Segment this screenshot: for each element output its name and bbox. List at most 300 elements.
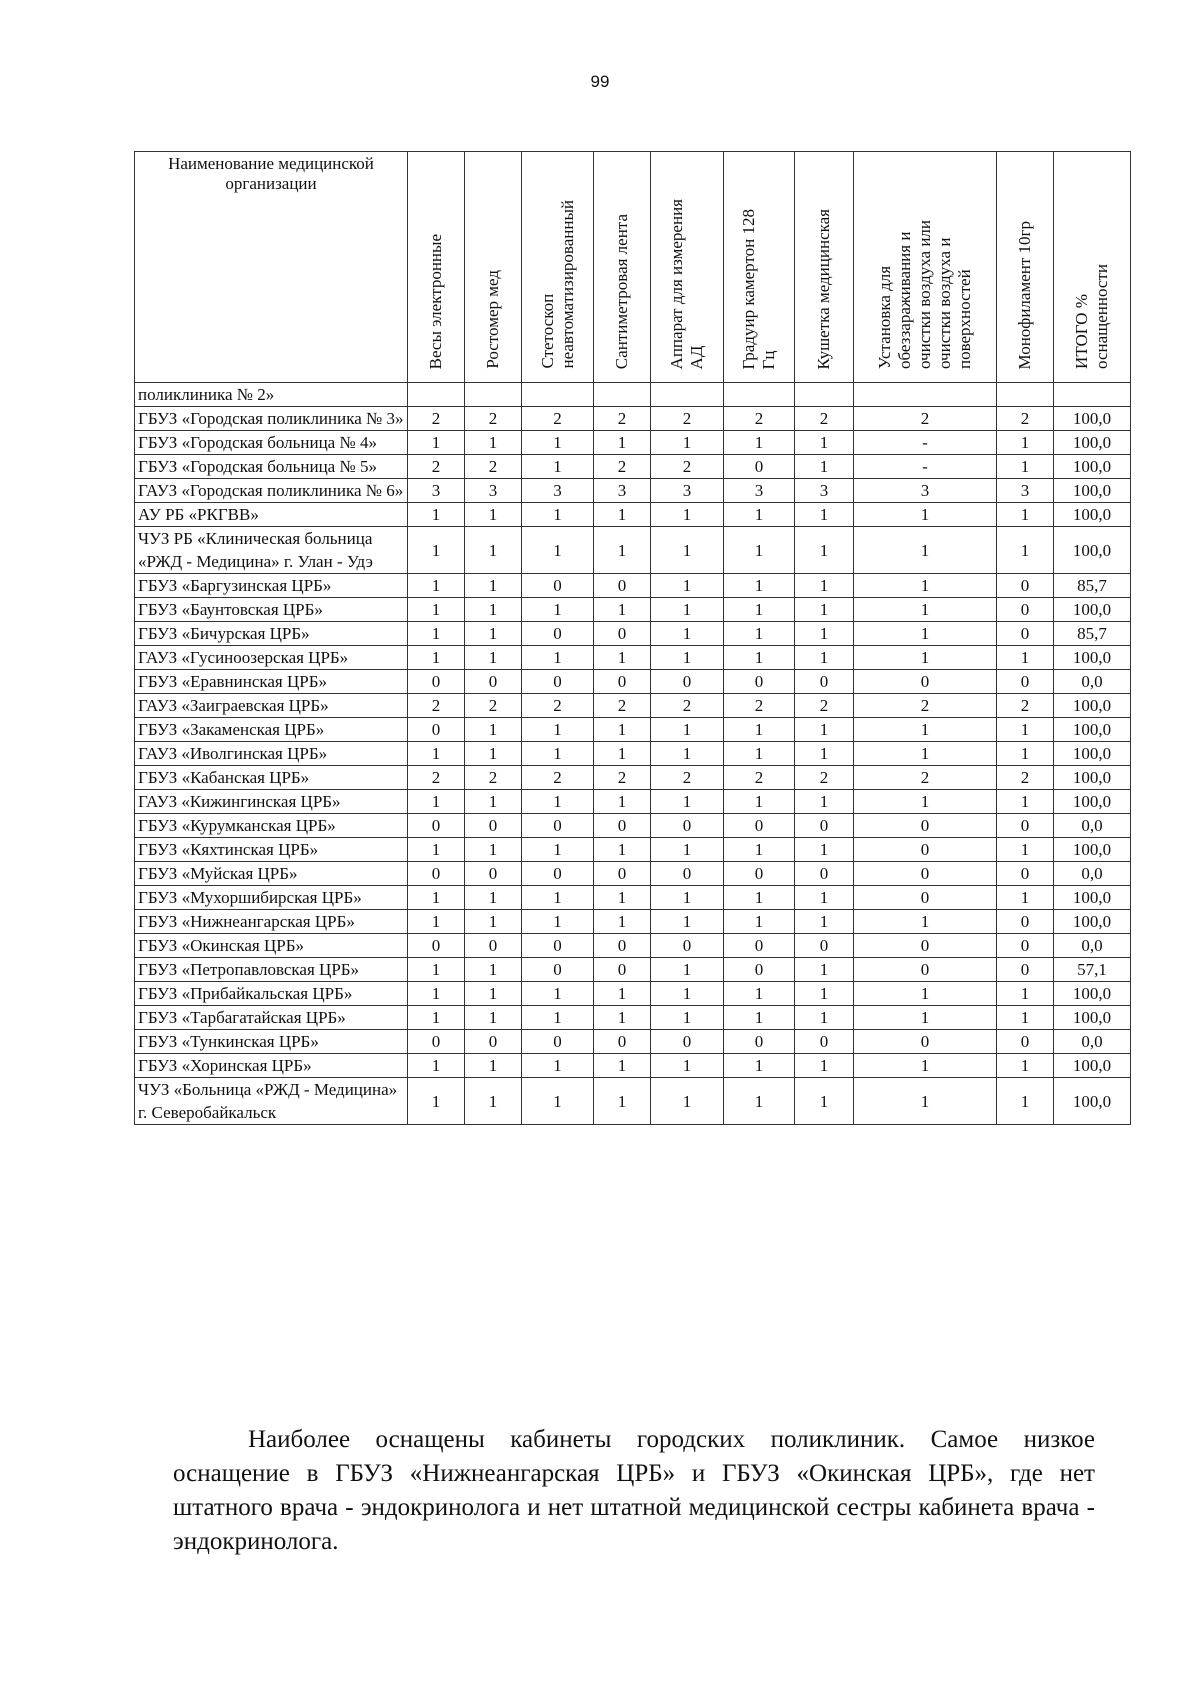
value-cell: 1 [522, 838, 594, 862]
value-cell: 0 [795, 814, 854, 838]
table-row [135, 766, 1131, 790]
value-cell: 1 [724, 527, 795, 574]
value-cell: 0 [522, 958, 594, 982]
value-cell: 0 [997, 622, 1054, 646]
value-cell: 0 [997, 1030, 1054, 1054]
value-cell: 0 [795, 862, 854, 886]
value-cell: 1 [724, 886, 795, 910]
table-row [135, 479, 1131, 503]
value-cell: 0 [594, 862, 651, 886]
value-cell: 1 [408, 622, 465, 646]
value-cell: 2 [522, 407, 594, 431]
value-cell [795, 383, 854, 407]
value-cell: - [854, 455, 997, 479]
value-cell: 1 [724, 1078, 795, 1125]
value-cell: 0 [522, 934, 594, 958]
value-cell: 1 [997, 455, 1054, 479]
value-cell: 0 [408, 862, 465, 886]
org-name-cell: ГАУЗ «Иволгинская ЦРБ» [135, 742, 408, 766]
value-cell [724, 383, 795, 407]
value-cell: 1 [465, 622, 522, 646]
value-cell: 1 [724, 718, 795, 742]
value-cell: 3 [651, 479, 724, 503]
org-name-cell: поликлиника № 2» [135, 383, 408, 407]
value-cell: 1 [651, 886, 724, 910]
value-cell: 0 [594, 934, 651, 958]
value-cell: 1 [408, 910, 465, 934]
value-cell: 1 [651, 598, 724, 622]
value-cell: 3 [854, 479, 997, 503]
value-cell: 1 [651, 742, 724, 766]
value-cell: 1 [795, 1006, 854, 1030]
value-cell: 0 [854, 886, 997, 910]
value-cell: 1 [854, 790, 997, 814]
value-cell: 1 [724, 790, 795, 814]
table-row [135, 886, 1131, 910]
table-row [135, 646, 1131, 670]
value-cell: 0 [651, 670, 724, 694]
value-cell: 1 [594, 742, 651, 766]
org-name-cell: ГБУЗ «Мухоршибирская ЦРБ» [135, 886, 408, 910]
value-cell: 1 [651, 503, 724, 527]
value-cell: 0 [408, 934, 465, 958]
org-name-cell: ГБУЗ «Курумканская ЦРБ» [135, 814, 408, 838]
org-name-cell: ГБУЗ «Закаменская ЦРБ» [135, 718, 408, 742]
table-row [135, 503, 1131, 527]
value-cell: 1 [854, 1006, 997, 1030]
org-name-cell: ГБУЗ «Петропавловская ЦРБ» [135, 958, 408, 982]
value-cell: 1 [408, 527, 465, 574]
total-cell: 100,0 [1054, 598, 1131, 622]
value-cell: 1 [651, 646, 724, 670]
page-number: 99 [590, 72, 610, 91]
value-cell: 1 [408, 431, 465, 455]
org-name-cell: ГБУЗ «Прибайкальская ЦРБ» [135, 982, 408, 1006]
column-header [594, 152, 651, 383]
value-cell: 0 [522, 814, 594, 838]
value-cell: 1 [465, 1006, 522, 1030]
value-cell: 1 [465, 1054, 522, 1078]
value-cell: 1 [594, 598, 651, 622]
value-cell [465, 383, 522, 407]
value-cell: 1 [724, 910, 795, 934]
value-cell: 1 [724, 574, 795, 598]
value-cell: 1 [795, 1078, 854, 1125]
value-cell: 1 [724, 598, 795, 622]
table-row [135, 527, 1131, 574]
value-cell: 0 [651, 814, 724, 838]
column-header [1054, 152, 1131, 383]
body-paragraph: Наиболее оснащены кабинеты городских поликлиник. Самое низкое оснащение в ГБУЗ «Нижнеангарская ЦРБ» и ГБУЗ «Окинская ЦРБ», где нет штатного врача - эндокринолога и нет штатной медицинской сестры кабинета врача - эндокринолога. [173, 1426, 1095, 1555]
value-cell: 0 [795, 1030, 854, 1054]
value-cell: 1 [465, 598, 522, 622]
value-cell: 0 [854, 958, 997, 982]
org-name-cell: ГАУЗ «Кижингинская ЦРБ» [135, 790, 408, 814]
value-cell: 1 [997, 886, 1054, 910]
value-cell: 1 [651, 910, 724, 934]
value-cell: 1 [997, 527, 1054, 574]
value-cell: 1 [408, 574, 465, 598]
table-row [135, 790, 1131, 814]
value-cell: 1 [465, 982, 522, 1006]
value-cell: 1 [651, 1078, 724, 1125]
value-cell: 1 [854, 1054, 997, 1078]
table-row [135, 1006, 1131, 1030]
value-cell: 0 [854, 934, 997, 958]
value-cell: 1 [651, 574, 724, 598]
value-cell: 2 [795, 407, 854, 431]
value-cell: 0 [724, 814, 795, 838]
value-cell: 1 [465, 527, 522, 574]
value-cell: 1 [408, 1054, 465, 1078]
value-cell: 1 [408, 598, 465, 622]
value-cell: 1 [997, 742, 1054, 766]
value-cell: 1 [795, 646, 854, 670]
value-cell: 1 [465, 742, 522, 766]
table-row [135, 958, 1131, 982]
value-cell: 1 [522, 718, 594, 742]
total-cell: 100,0 [1054, 886, 1131, 910]
value-cell: 0 [854, 862, 997, 886]
value-cell: 1 [795, 455, 854, 479]
value-cell: 0 [522, 670, 594, 694]
column-header [724, 152, 795, 383]
table-row [135, 622, 1131, 646]
table-row [135, 1030, 1131, 1054]
value-cell [854, 383, 997, 407]
value-cell: 0 [854, 838, 997, 862]
value-cell: 1 [997, 790, 1054, 814]
column-header [408, 152, 465, 383]
value-cell: 0 [594, 622, 651, 646]
value-cell: 0 [724, 670, 795, 694]
value-cell: 1 [854, 622, 997, 646]
value-cell: 0 [724, 862, 795, 886]
value-cell: 0 [522, 862, 594, 886]
value-cell: 1 [997, 718, 1054, 742]
value-cell: 1 [522, 455, 594, 479]
table-row [135, 383, 1131, 407]
value-cell: 3 [594, 479, 651, 503]
value-cell: 1 [854, 718, 997, 742]
value-cell: 0 [724, 934, 795, 958]
value-cell: 0 [651, 934, 724, 958]
value-cell: 1 [465, 790, 522, 814]
value-cell: 0 [854, 670, 997, 694]
value-cell: 2 [408, 455, 465, 479]
value-cell: - [854, 431, 997, 455]
value-cell: 2 [997, 407, 1054, 431]
value-cell: 1 [795, 886, 854, 910]
value-cell: 2 [997, 694, 1054, 718]
value-cell: 1 [997, 431, 1054, 455]
column-header-label: Ростомер мед [483, 270, 502, 369]
total-cell: 0,0 [1054, 670, 1131, 694]
value-cell: 1 [795, 838, 854, 862]
value-cell: 1 [651, 527, 724, 574]
value-cell: 1 [651, 1054, 724, 1078]
value-cell: 2 [724, 407, 795, 431]
value-cell: 2 [465, 766, 522, 790]
total-cell: 100,0 [1054, 1006, 1131, 1030]
value-cell: 1 [522, 431, 594, 455]
org-name-cell: ГБУЗ «Городская больница № 5» [135, 455, 408, 479]
column-header-label: ИТОГО % оснащенности [1072, 264, 1111, 369]
value-cell: 0 [594, 958, 651, 982]
value-cell: 0 [795, 670, 854, 694]
value-cell: 1 [724, 503, 795, 527]
value-cell: 1 [465, 958, 522, 982]
total-cell: 100,0 [1054, 479, 1131, 503]
table-body [135, 383, 1131, 1125]
value-cell: 3 [997, 479, 1054, 503]
org-name-cell: ГБУЗ «Городская поликлиника № 3» [135, 407, 408, 431]
org-name-cell: ГАУЗ «Городская поликлиника № 6» [135, 479, 408, 503]
org-name-cell: ГБУЗ «Городская больница № 4» [135, 431, 408, 455]
value-cell: 1 [594, 1006, 651, 1030]
value-cell: 1 [795, 574, 854, 598]
value-cell: 0 [997, 934, 1054, 958]
value-cell: 1 [795, 598, 854, 622]
value-cell: 0 [724, 455, 795, 479]
value-cell: 1 [854, 527, 997, 574]
value-cell: 1 [465, 718, 522, 742]
value-cell: 1 [522, 790, 594, 814]
table-row [135, 694, 1131, 718]
value-cell: 1 [795, 527, 854, 574]
value-cell: 1 [594, 1078, 651, 1125]
total-cell: 100,0 [1054, 407, 1131, 431]
value-cell: 2 [724, 694, 795, 718]
value-cell: 1 [997, 1078, 1054, 1125]
value-cell: 2 [651, 455, 724, 479]
value-cell [594, 383, 651, 407]
value-cell: 2 [724, 766, 795, 790]
value-cell: 3 [465, 479, 522, 503]
value-cell [408, 383, 465, 407]
value-cell: 1 [997, 1006, 1054, 1030]
total-cell: 100,0 [1054, 838, 1131, 862]
value-cell: 1 [408, 646, 465, 670]
total-cell: 85,7 [1054, 622, 1131, 646]
column-header-label: Монофиламент 10гр [1015, 220, 1034, 369]
value-cell: 1 [854, 598, 997, 622]
value-cell: 0 [408, 718, 465, 742]
value-cell: 1 [594, 431, 651, 455]
value-cell: 1 [522, 527, 594, 574]
value-cell: 2 [651, 766, 724, 790]
column-header [465, 152, 522, 383]
value-cell: 1 [724, 646, 795, 670]
value-cell: 1 [465, 646, 522, 670]
org-name-cell: ГБУЗ «Окинская ЦРБ» [135, 934, 408, 958]
value-cell: 1 [651, 1006, 724, 1030]
value-cell: 2 [651, 694, 724, 718]
table-header-row [135, 152, 1131, 383]
value-cell: 2 [594, 766, 651, 790]
org-name-cell: ГБУЗ «Муйская ЦРБ» [135, 862, 408, 886]
column-header-label: Стетоскоп неавтоматизированный [537, 200, 577, 369]
value-cell: 0 [854, 1030, 997, 1054]
column-header-label: Сантиметровая лента [612, 213, 631, 369]
table-row [135, 598, 1131, 622]
value-cell: 1 [465, 503, 522, 527]
table-row [135, 670, 1131, 694]
value-cell: 1 [594, 982, 651, 1006]
total-cell: 0,0 [1054, 862, 1131, 886]
org-name-cell: ГБУЗ «Хоринская ЦРБ» [135, 1054, 408, 1078]
value-cell: 1 [408, 982, 465, 1006]
value-cell: 1 [724, 1006, 795, 1030]
equipment-table [134, 151, 1131, 1125]
org-name-cell: ГБУЗ «Тункинская ЦРБ» [135, 1030, 408, 1054]
value-cell: 2 [465, 694, 522, 718]
value-cell: 0 [724, 958, 795, 982]
total-cell: 100,0 [1054, 1054, 1131, 1078]
total-cell: 0,0 [1054, 934, 1131, 958]
value-cell: 1 [795, 503, 854, 527]
value-cell: 0 [997, 862, 1054, 886]
value-cell: 1 [522, 1054, 594, 1078]
value-cell: 0 [997, 958, 1054, 982]
value-cell: 1 [724, 431, 795, 455]
value-cell: 2 [854, 407, 997, 431]
value-cell: 0 [651, 862, 724, 886]
total-cell: 100,0 [1054, 910, 1131, 934]
org-name-cell: ГАУЗ «Заиграевская ЦРБ» [135, 694, 408, 718]
value-cell: 1 [465, 1078, 522, 1125]
total-cell: 0,0 [1054, 1030, 1131, 1054]
value-cell: 0 [522, 622, 594, 646]
table-row [135, 1054, 1131, 1078]
value-cell: 0 [854, 814, 997, 838]
value-cell: 1 [594, 503, 651, 527]
value-cell: 1 [408, 790, 465, 814]
value-cell: 1 [651, 958, 724, 982]
column-header [651, 152, 724, 383]
value-cell: 1 [724, 622, 795, 646]
value-cell: 1 [651, 622, 724, 646]
table-row [135, 1078, 1131, 1125]
value-cell: 1 [594, 718, 651, 742]
value-cell: 0 [465, 934, 522, 958]
value-cell: 1 [522, 982, 594, 1006]
value-cell: 1 [594, 838, 651, 862]
org-column-header: Наименование медицинской организации [135, 152, 408, 383]
value-cell: 0 [594, 670, 651, 694]
value-cell: 1 [854, 574, 997, 598]
value-cell: 2 [651, 407, 724, 431]
value-cell: 2 [997, 766, 1054, 790]
value-cell: 1 [854, 1078, 997, 1125]
value-cell: 1 [724, 838, 795, 862]
value-cell: 1 [465, 431, 522, 455]
total-cell: 100,0 [1054, 455, 1131, 479]
value-cell: 1 [795, 622, 854, 646]
value-cell: 1 [795, 958, 854, 982]
value-cell: 2 [594, 455, 651, 479]
org-name-cell: ГБУЗ «Еравнинская ЦРБ» [135, 670, 408, 694]
org-name-cell: АУ РБ «РКГВВ» [135, 503, 408, 527]
column-header [522, 152, 594, 383]
value-cell: 1 [795, 982, 854, 1006]
table-row [135, 862, 1131, 886]
total-cell [1054, 383, 1131, 407]
value-cell: 2 [795, 694, 854, 718]
value-cell: 2 [408, 694, 465, 718]
value-cell: 1 [997, 982, 1054, 1006]
total-cell: 100,0 [1054, 646, 1131, 670]
value-cell: 0 [997, 598, 1054, 622]
value-cell: 3 [724, 479, 795, 503]
total-cell: 100,0 [1054, 742, 1131, 766]
total-cell: 100,0 [1054, 1078, 1131, 1125]
value-cell: 1 [465, 838, 522, 862]
value-cell: 0 [408, 814, 465, 838]
value-cell: 0 [651, 1030, 724, 1054]
total-cell: 0,0 [1054, 814, 1131, 838]
value-cell: 2 [522, 694, 594, 718]
value-cell: 0 [724, 1030, 795, 1054]
value-cell: 3 [795, 479, 854, 503]
value-cell: 1 [724, 982, 795, 1006]
value-cell: 1 [594, 1054, 651, 1078]
value-cell: 0 [997, 814, 1054, 838]
org-name-cell: ГБУЗ «Тарбагатайская ЦРБ» [135, 1006, 408, 1030]
value-cell: 0 [465, 862, 522, 886]
value-cell [651, 383, 724, 407]
value-cell: 1 [522, 1078, 594, 1125]
value-cell: 1 [522, 503, 594, 527]
value-cell: 1 [997, 646, 1054, 670]
value-cell: 1 [408, 1078, 465, 1125]
table-row [135, 718, 1131, 742]
table-row [135, 910, 1131, 934]
value-cell: 0 [594, 814, 651, 838]
value-cell: 1 [854, 742, 997, 766]
total-cell: 100,0 [1054, 503, 1131, 527]
total-cell: 100,0 [1054, 982, 1131, 1006]
value-cell: 1 [795, 742, 854, 766]
value-cell: 1 [651, 431, 724, 455]
value-cell: 1 [594, 886, 651, 910]
org-name-cell: ЧУЗ РБ «Клиническая больница «РЖД - Медицина» г. Улан - Удэ [135, 527, 408, 574]
column-header-label: Градуир камертон 128 Гц [739, 208, 778, 369]
value-cell: 0 [795, 934, 854, 958]
value-cell: 0 [465, 814, 522, 838]
value-cell: 1 [997, 838, 1054, 862]
value-cell: 0 [594, 1030, 651, 1054]
value-cell: 1 [408, 838, 465, 862]
value-cell: 0 [465, 1030, 522, 1054]
value-cell: 1 [522, 646, 594, 670]
value-cell: 1 [651, 838, 724, 862]
value-cell: 0 [465, 670, 522, 694]
value-cell: 2 [408, 407, 465, 431]
total-cell: 100,0 [1054, 718, 1131, 742]
value-cell: 1 [854, 910, 997, 934]
value-cell: 1 [854, 503, 997, 527]
table-row [135, 574, 1131, 598]
table-row [135, 455, 1131, 479]
column-header-label: Аппарат для измерения АД [667, 198, 706, 369]
value-cell: 1 [522, 598, 594, 622]
value-cell: 1 [465, 574, 522, 598]
value-cell: 3 [408, 479, 465, 503]
total-cell: 100,0 [1054, 527, 1131, 574]
org-name-cell: ГБУЗ «Баунтовская ЦРБ» [135, 598, 408, 622]
value-cell: 1 [651, 982, 724, 1006]
